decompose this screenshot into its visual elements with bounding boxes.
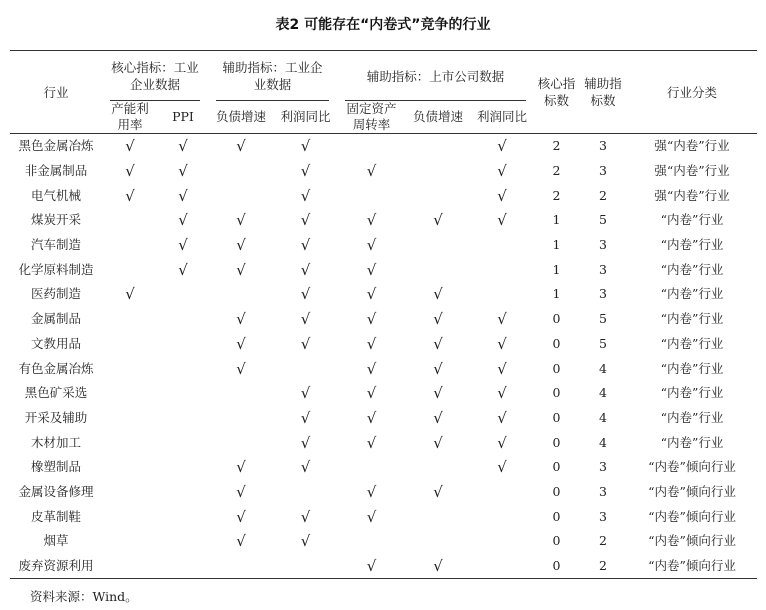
header-core-group (102, 51, 208, 102)
check-ppi (158, 381, 208, 406)
header-aux-group-listed (337, 51, 534, 102)
core-count: 0 (552, 335, 561, 351)
check-debt-growth-industrial (208, 406, 274, 431)
table-row (10, 356, 757, 381)
aux-count: 4 (599, 434, 607, 450)
check-fixed-asset-turnover: √ (366, 557, 377, 576)
aux-count: 4 (599, 409, 607, 425)
table-body (10, 134, 757, 579)
check-debt-growth-industrial: √ (236, 260, 246, 279)
check-debt-growth-industrial: √ (236, 236, 246, 255)
header-profit-yoy-industrial: 利润同比 (274, 101, 337, 134)
check-profit-yoy-listed (470, 282, 534, 307)
check-profit-yoy-industrial: √ (300, 384, 311, 403)
check-capacity-utilization (102, 406, 158, 431)
table-row (10, 159, 757, 184)
aux-count: 3 (599, 483, 607, 499)
check-profit-yoy-listed: √ (497, 433, 507, 452)
header-aux-count-label: 辅助指标数 (584, 76, 622, 108)
check-profit-yoy-listed (470, 257, 534, 282)
industry-name: 文教用品 (30, 335, 81, 351)
check-ppi (158, 307, 208, 332)
check-profit-yoy-industrial: √ (300, 334, 311, 353)
check-ppi (158, 406, 208, 431)
check-profit-yoy-industrial: √ (300, 211, 311, 230)
industry-name: 烟草 (43, 533, 69, 549)
aux-count: 3 (599, 459, 607, 475)
industry-classification: “内卷”倾向行业 (648, 459, 736, 475)
industry-name: 医药制造 (30, 286, 81, 302)
check-profit-yoy-listed: √ (497, 137, 507, 156)
header-core-count-label: 核心指标数 (537, 76, 576, 108)
check-debt-growth-industrial (208, 159, 274, 184)
check-profit-yoy-industrial (274, 356, 337, 381)
check-debt-growth-listed (406, 455, 470, 480)
check-fixed-asset-turnover: √ (366, 433, 377, 452)
aux-count: 5 (599, 335, 607, 351)
check-debt-growth-industrial: √ (236, 211, 246, 230)
table-row (10, 406, 757, 431)
check-capacity-utilization (102, 307, 158, 332)
check-profit-yoy-industrial: √ (300, 162, 311, 181)
table-row (10, 529, 757, 554)
industry-classification: “内卷”倾向行业 (648, 483, 736, 499)
header-ppi: PPI (158, 101, 208, 134)
industry-classification: “内卷”行业 (660, 212, 724, 228)
industry-classification: “内卷”行业 (660, 286, 724, 302)
core-count: 0 (552, 533, 561, 549)
check-ppi: √ (178, 137, 188, 156)
header-debt-growth-listed: 负债增速 (406, 101, 470, 134)
check-capacity-utilization: √ (125, 137, 135, 156)
check-ppi: √ (178, 260, 188, 279)
check-capacity-utilization: √ (125, 285, 135, 304)
check-ppi: √ (178, 211, 188, 230)
header-debt-growth-industrial: 负债增速 (208, 101, 274, 134)
check-debt-growth-listed: √ (433, 557, 443, 576)
check-fixed-asset-turnover: √ (366, 211, 377, 230)
core-count: 0 (552, 434, 561, 450)
check-profit-yoy-listed: √ (497, 458, 507, 477)
aux-count: 5 (599, 311, 607, 327)
check-capacity-utilization (102, 381, 158, 406)
check-ppi (158, 480, 208, 505)
header-industry: 行业 (10, 51, 102, 134)
industry-classification: “内卷”行业 (660, 335, 724, 351)
check-fixed-asset-turnover (337, 529, 406, 554)
check-debt-growth-listed (406, 134, 470, 159)
check-ppi (158, 455, 208, 480)
check-fixed-asset-turnover: √ (366, 359, 377, 378)
check-ppi (158, 554, 208, 579)
check-profit-yoy-industrial (274, 480, 337, 505)
aux-count: 2 (599, 187, 607, 203)
core-count: 2 (552, 187, 561, 203)
industry-name: 开采及辅助 (24, 409, 88, 425)
check-capacity-utilization (102, 529, 158, 554)
check-ppi (158, 282, 208, 307)
industry-name: 有色金属冶炼 (18, 360, 94, 376)
check-debt-growth-industrial (208, 381, 274, 406)
industry-name: 木材加工 (30, 434, 81, 450)
check-debt-growth-listed: √ (433, 310, 443, 329)
table-row (10, 332, 757, 357)
industry-classification: “内卷”行业 (660, 360, 724, 376)
aux-count: 4 (599, 385, 607, 401)
table-row (10, 504, 757, 529)
aux-count: 3 (599, 138, 607, 154)
check-debt-growth-listed (406, 159, 470, 184)
check-fixed-asset-turnover: √ (366, 260, 377, 279)
check-capacity-utilization (102, 504, 158, 529)
check-fixed-asset-turnover: √ (366, 507, 377, 526)
industry-classification: 强“内卷”行业 (654, 138, 730, 154)
aux-count: 5 (599, 212, 607, 228)
check-profit-yoy-industrial: √ (300, 260, 311, 279)
check-debt-growth-listed (406, 183, 470, 208)
core-count: 0 (552, 508, 561, 524)
industry-classification: “内卷”行业 (660, 385, 724, 401)
check-profit-yoy-listed (470, 554, 534, 579)
check-fixed-asset-turnover (337, 134, 406, 159)
check-debt-growth-listed (406, 529, 470, 554)
industry-name: 黑色金属冶炼 (18, 138, 94, 154)
table-row (10, 233, 757, 258)
check-debt-growth-listed: √ (433, 211, 443, 230)
industry-classification: “内卷”倾向行业 (648, 558, 736, 574)
industry-name: 金属设备修理 (18, 483, 94, 499)
check-debt-growth-industrial: √ (236, 482, 246, 501)
aux-count: 3 (599, 261, 607, 277)
table-row (10, 257, 757, 282)
check-profit-yoy-industrial: √ (300, 458, 311, 477)
check-profit-yoy-listed (470, 480, 534, 505)
check-debt-growth-industrial: √ (236, 137, 246, 156)
check-ppi (158, 332, 208, 357)
core-count: 0 (552, 409, 561, 425)
core-count: 0 (552, 459, 561, 475)
aux-count: 2 (599, 533, 607, 549)
industry-classification: “内卷”行业 (660, 434, 724, 450)
check-ppi: √ (178, 162, 188, 181)
check-debt-growth-listed: √ (433, 384, 443, 403)
check-profit-yoy-industrial: √ (300, 310, 311, 329)
check-capacity-utilization (102, 455, 158, 480)
check-profit-yoy-listed: √ (497, 186, 507, 205)
check-debt-growth-listed: √ (433, 433, 443, 452)
source-note: 资料来源：Wind。 (30, 589, 138, 604)
check-profit-yoy-industrial: √ (300, 532, 311, 551)
check-capacity-utilization (102, 480, 158, 505)
industry-classification: “内卷”行业 (660, 311, 724, 327)
check-ppi: √ (178, 236, 188, 255)
aux-count: 3 (599, 163, 607, 179)
check-ppi (158, 430, 208, 455)
industry-name: 汽车制造 (30, 237, 81, 253)
check-debt-growth-listed: √ (433, 482, 443, 501)
check-profit-yoy-listed: √ (497, 211, 507, 230)
header-aux-group-industrial-label: 辅助指标：工业企业数据 (222, 60, 323, 92)
industry-name: 皮革制鞋 (30, 508, 81, 524)
check-profit-yoy-industrial: √ (300, 137, 311, 156)
core-count: 0 (552, 360, 561, 376)
check-fixed-asset-turnover: √ (366, 408, 377, 427)
header-profit-yoy-listed: 利润同比 (470, 101, 534, 134)
check-debt-growth-industrial: √ (236, 507, 246, 526)
table-row (10, 208, 757, 233)
check-profit-yoy-listed (470, 529, 534, 554)
check-capacity-utilization (102, 233, 158, 258)
check-capacity-utilization: √ (125, 186, 135, 205)
core-count: 1 (552, 286, 561, 302)
check-debt-growth-industrial: √ (236, 532, 246, 551)
table-row (10, 307, 757, 332)
check-profit-yoy-listed: √ (497, 162, 507, 181)
table-row (10, 430, 757, 455)
aux-count: 4 (599, 360, 607, 376)
check-profit-yoy-industrial (274, 554, 337, 579)
header-core-group-label: 核心指标：工业企业数据 (111, 60, 199, 92)
check-debt-growth-listed: √ (433, 408, 443, 427)
check-capacity-utilization (102, 430, 158, 455)
industry-classification: “内卷”行业 (660, 261, 724, 277)
table-row (10, 134, 757, 159)
check-debt-growth-industrial (208, 554, 274, 579)
aux-count: 3 (599, 286, 607, 302)
industry-classification: “内卷”行业 (660, 237, 724, 253)
industry-name: 非金属制品 (24, 163, 88, 179)
check-profit-yoy-industrial: √ (300, 236, 311, 255)
header-core-count (534, 51, 579, 134)
core-count: 1 (552, 212, 561, 228)
check-ppi (158, 529, 208, 554)
check-debt-growth-industrial (208, 282, 274, 307)
industry-classification: “内卷”行业 (660, 409, 724, 425)
check-profit-yoy-listed (470, 504, 534, 529)
check-capacity-utilization (102, 208, 158, 233)
check-debt-growth-listed: √ (433, 334, 443, 353)
check-profit-yoy-industrial: √ (300, 285, 311, 304)
header-capacity-utilization (102, 101, 158, 134)
industry-classification: “内卷”倾向行业 (648, 533, 736, 549)
table-row (10, 480, 757, 505)
check-profit-yoy-listed (470, 233, 534, 258)
header-classification: 行业分类 (627, 51, 757, 134)
table-row (10, 455, 757, 480)
industry-name: 废弃资源利用 (18, 558, 94, 574)
check-profit-yoy-industrial: √ (300, 433, 311, 452)
check-fixed-asset-turnover: √ (366, 162, 377, 181)
header-fixed-asset-turnover (337, 101, 406, 134)
header-fixed-asset-turnover-label: 固定资产周转率 (346, 101, 397, 132)
check-fixed-asset-turnover (337, 183, 406, 208)
table-row (10, 381, 757, 406)
industry-name: 橡塑制品 (30, 459, 81, 475)
industry-name: 金属制品 (30, 311, 81, 327)
check-debt-growth-industrial: √ (236, 458, 246, 477)
check-capacity-utilization: √ (125, 162, 135, 181)
check-debt-growth-listed (406, 504, 470, 529)
check-profit-yoy-industrial: √ (300, 408, 311, 427)
aux-count: 2 (599, 558, 607, 574)
check-profit-yoy-listed: √ (497, 359, 507, 378)
header-aux-count (579, 51, 627, 134)
core-count: 1 (552, 237, 561, 253)
check-capacity-utilization (102, 554, 158, 579)
check-fixed-asset-turnover: √ (366, 285, 377, 304)
industry-classification: 强“内卷”行业 (654, 163, 730, 179)
check-fixed-asset-turnover: √ (366, 310, 377, 329)
table-row (10, 183, 757, 208)
check-debt-growth-listed (406, 257, 470, 282)
header-capacity-utilization-label: 产能利用率 (111, 101, 149, 132)
table-row (10, 282, 757, 307)
check-debt-growth-listed: √ (433, 285, 443, 304)
industry-table (10, 50, 757, 579)
core-count: 0 (552, 385, 561, 401)
header-aux-group-industrial (208, 51, 337, 102)
industry-classification: 强“内卷”行业 (654, 187, 730, 203)
check-profit-yoy-listed: √ (497, 334, 507, 353)
core-count: 0 (552, 558, 561, 574)
industry-classification: “内卷”倾向行业 (648, 508, 736, 524)
check-ppi: √ (178, 186, 188, 205)
industry-name: 化学原料制造 (18, 261, 94, 277)
check-debt-growth-industrial: √ (236, 334, 246, 353)
check-debt-growth-industrial: √ (236, 359, 246, 378)
check-fixed-asset-turnover: √ (366, 334, 377, 353)
check-capacity-utilization (102, 257, 158, 282)
industry-name: 黑色矿采选 (24, 385, 88, 401)
check-fixed-asset-turnover: √ (366, 236, 377, 255)
check-debt-growth-industrial: √ (236, 310, 246, 329)
core-count: 0 (552, 483, 561, 499)
aux-count: 3 (599, 508, 607, 524)
core-count: 0 (552, 311, 561, 327)
check-fixed-asset-turnover: √ (366, 384, 377, 403)
table-title: 表2 可能存在“内卷式”竞争的行业 (275, 17, 491, 33)
check-debt-growth-listed: √ (433, 359, 443, 378)
check-profit-yoy-listed: √ (497, 310, 507, 329)
check-ppi (158, 356, 208, 381)
header-aux-group-listed-label: 辅助指标：上市公司数据 (366, 68, 505, 84)
industry-name: 电气机械 (30, 187, 81, 203)
industry-name: 煤炭开采 (30, 212, 81, 228)
aux-count: 3 (599, 237, 607, 253)
check-debt-growth-industrial (208, 430, 274, 455)
check-capacity-utilization (102, 332, 158, 357)
core-count: 2 (552, 138, 561, 154)
check-profit-yoy-listed: √ (497, 384, 507, 403)
check-profit-yoy-industrial: √ (300, 186, 311, 205)
check-capacity-utilization (102, 356, 158, 381)
check-fixed-asset-turnover: √ (366, 482, 377, 501)
core-count: 2 (552, 163, 561, 179)
check-fixed-asset-turnover (337, 455, 406, 480)
table-row (10, 554, 757, 579)
check-profit-yoy-industrial: √ (300, 507, 311, 526)
check-debt-growth-listed (406, 233, 470, 258)
check-debt-growth-industrial (208, 183, 274, 208)
check-profit-yoy-listed: √ (497, 408, 507, 427)
core-count: 1 (552, 261, 561, 277)
check-ppi (158, 504, 208, 529)
